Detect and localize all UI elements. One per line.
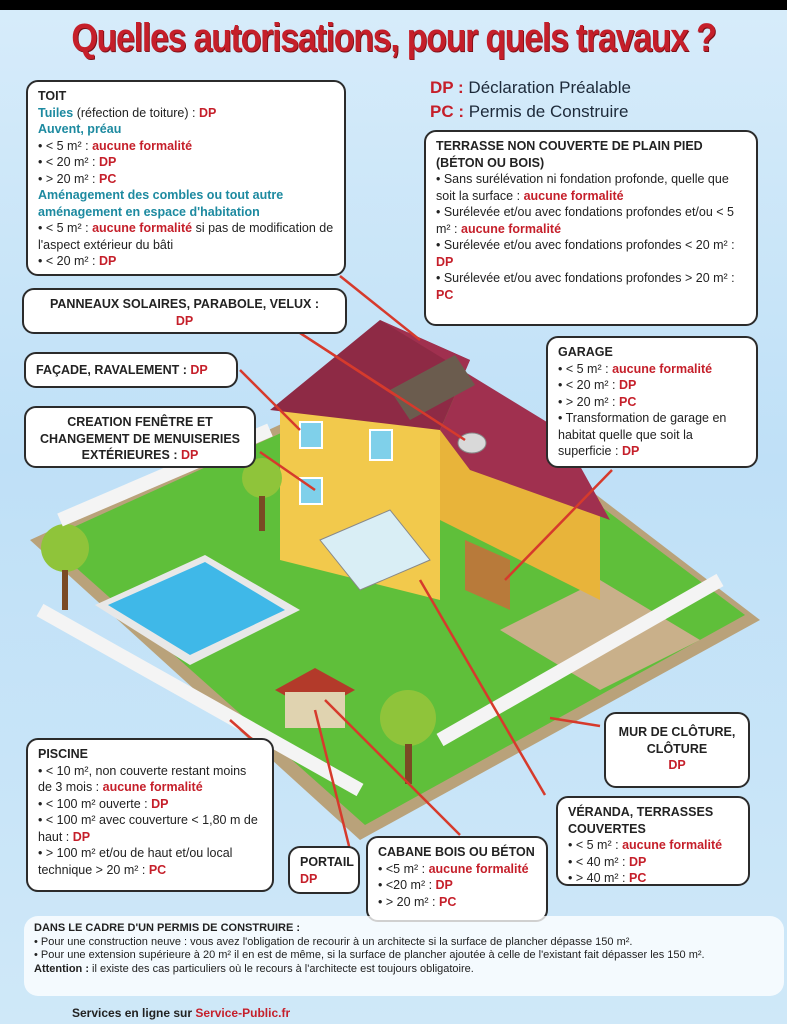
garage-box xyxy=(546,336,758,468)
panneaux-value: DP xyxy=(175,313,194,328)
cabane-heading: CABANE BOIS OU BÉTON xyxy=(378,845,535,859)
garage-item: • < 5 m² : aucune formalité xyxy=(558,361,713,376)
piscine-item: • > 100 m² et/ou de haut et/ou local technique > 20 m² : PC xyxy=(38,846,233,877)
window-3 xyxy=(370,430,392,460)
toit-auvent-item: • < 20 m² : DP xyxy=(38,155,117,169)
cabane-item: • <5 m² : aucune formalité xyxy=(378,861,529,876)
portail-heading: PORTAIL xyxy=(300,855,354,869)
piscine-item: • < 100 m² ouverte : DP xyxy=(38,796,169,811)
cabane-box xyxy=(366,836,548,922)
tree-1-trunk xyxy=(62,570,68,610)
veranda-heading: VÉRANDA, TERRASSES COUVERTES xyxy=(568,805,714,836)
tree-2-trunk xyxy=(259,496,265,531)
window-1 xyxy=(300,422,322,448)
mur-box xyxy=(604,712,750,788)
tree-3 xyxy=(380,690,436,746)
garage-item: • < 20 m² : DP xyxy=(558,378,637,392)
veranda-item: • < 40 m² : DP xyxy=(568,854,647,869)
service-public-credit: Services en ligne sur Service-Public.fr xyxy=(72,1006,291,1020)
terrasse-item: • Surélevée et/ou avec fondations profondes > 20 m² : PC xyxy=(436,271,735,302)
portail-box xyxy=(288,846,360,894)
garage-item: • > 20 m² : PC xyxy=(558,394,637,409)
terrasse-item: • Sans surélévation ni fondation profonde, quelle que soit la surface : aucune formalité xyxy=(436,172,729,203)
tree-3-trunk xyxy=(405,744,412,784)
toit-combles-item: • < 20 m² : DP xyxy=(38,254,117,268)
toit-combles-label: Aménagement des combles ou tout autre aménagement en espace d'habitation xyxy=(38,188,284,219)
toit-auvent-item: • < 5 m² : aucune formalité xyxy=(38,138,193,153)
panneaux-heading: PANNEAUX SOLAIRES, PARABOLE, VELUX : xyxy=(49,297,319,311)
tree-1 xyxy=(41,524,89,572)
mur-value: DP xyxy=(668,758,686,772)
architect-note xyxy=(24,916,784,996)
portail-value: DP xyxy=(300,871,318,886)
satellite-dish xyxy=(458,433,486,453)
piscine-box xyxy=(26,738,274,892)
architect-note-attention: Attention : il existe des cas particuliers où le recours à l'architecte est toujours obligatoire. xyxy=(34,962,474,975)
architect-note-line: • Pour une construction neuve : vous avez l'obligation de recourir à un architecte si la surface de plancher dépasse 150 m². xyxy=(34,935,633,948)
facade-value: DP xyxy=(190,363,208,377)
piscine-item: • < 10 m², non couverte restant moins de 3 mois : aucune formalité xyxy=(38,763,247,794)
terrasse-item: • Surélevée et/ou avec fondations profondes < 20 m² : DP xyxy=(436,238,735,269)
terrasse-box xyxy=(424,130,758,326)
legend xyxy=(430,76,631,124)
toit-auvent-label: Auvent, préau xyxy=(38,122,122,136)
piscine-heading: PISCINE xyxy=(38,747,89,761)
garage-heading: GARAGE xyxy=(558,345,613,359)
panneaux-box xyxy=(22,288,347,334)
architect-note-heading: DANS LE CADRE D'UN PERMIS DE CONSTRUIRE : xyxy=(34,922,301,934)
toit-heading: TOIT xyxy=(38,89,67,103)
legend-pc: PC : Permis de Construire xyxy=(430,102,629,121)
toit-tuiles: Tuiles (réfection de toiture) : DP xyxy=(38,105,217,120)
toit-box xyxy=(26,80,346,276)
toit-auvent-item: • > 20 m² : PC xyxy=(38,171,117,186)
toit-combles-item: • < 5 m² : aucune formalité si pas de modification de l'aspect extérieur du bâti xyxy=(38,221,334,252)
fenetre-heading: CREATION FENÊTRE ET CHANGEMENT DE MENUISERIES EXTÉRIEURES : xyxy=(39,415,241,462)
veranda-box xyxy=(556,796,750,886)
page-title: Quelles autorisations, pour quels travaux ? xyxy=(71,16,716,60)
piscine-item: • < 100 m² avec couverture < 1,80 m de haut : DP xyxy=(38,813,258,844)
service-public-link[interactable]: Service-Public.fr xyxy=(195,1006,291,1020)
terrasse-heading: TERRASSE NON COUVERTE DE PLAIN PIED (BÉTON OU BOIS) xyxy=(436,139,703,170)
mur-heading: MUR DE CLÔTURE, CLÔTURE xyxy=(618,725,736,756)
architect-note-line: • Pour une extension supérieure à 20 m² il en est de même, si la surface de plancher ajoutée à celle de l'existant fait dépasser les 150 m². xyxy=(34,949,705,961)
facade-heading: FAÇADE, RAVALEMENT : xyxy=(36,363,187,377)
fenetre-value: DP xyxy=(180,448,199,462)
cabane-item: • > 20 m² : PC xyxy=(378,894,457,909)
fenetre-box xyxy=(24,406,256,468)
veranda-item: • > 40 m² : PC xyxy=(568,871,647,885)
veranda-item: • < 5 m² : aucune formalité xyxy=(568,838,723,852)
garage-item: • Transformation de garage en habitat quelle que soit la superficie : DP xyxy=(558,411,727,458)
cabane-item: • <20 m² : DP xyxy=(378,878,453,892)
legend-dp: DP : Déclaration Préalable xyxy=(430,78,631,97)
facade-box xyxy=(24,352,238,388)
terrasse-item: • Surélevée et/ou avec fondations profondes et/ou < 5 m² : aucune formalité xyxy=(436,205,734,236)
